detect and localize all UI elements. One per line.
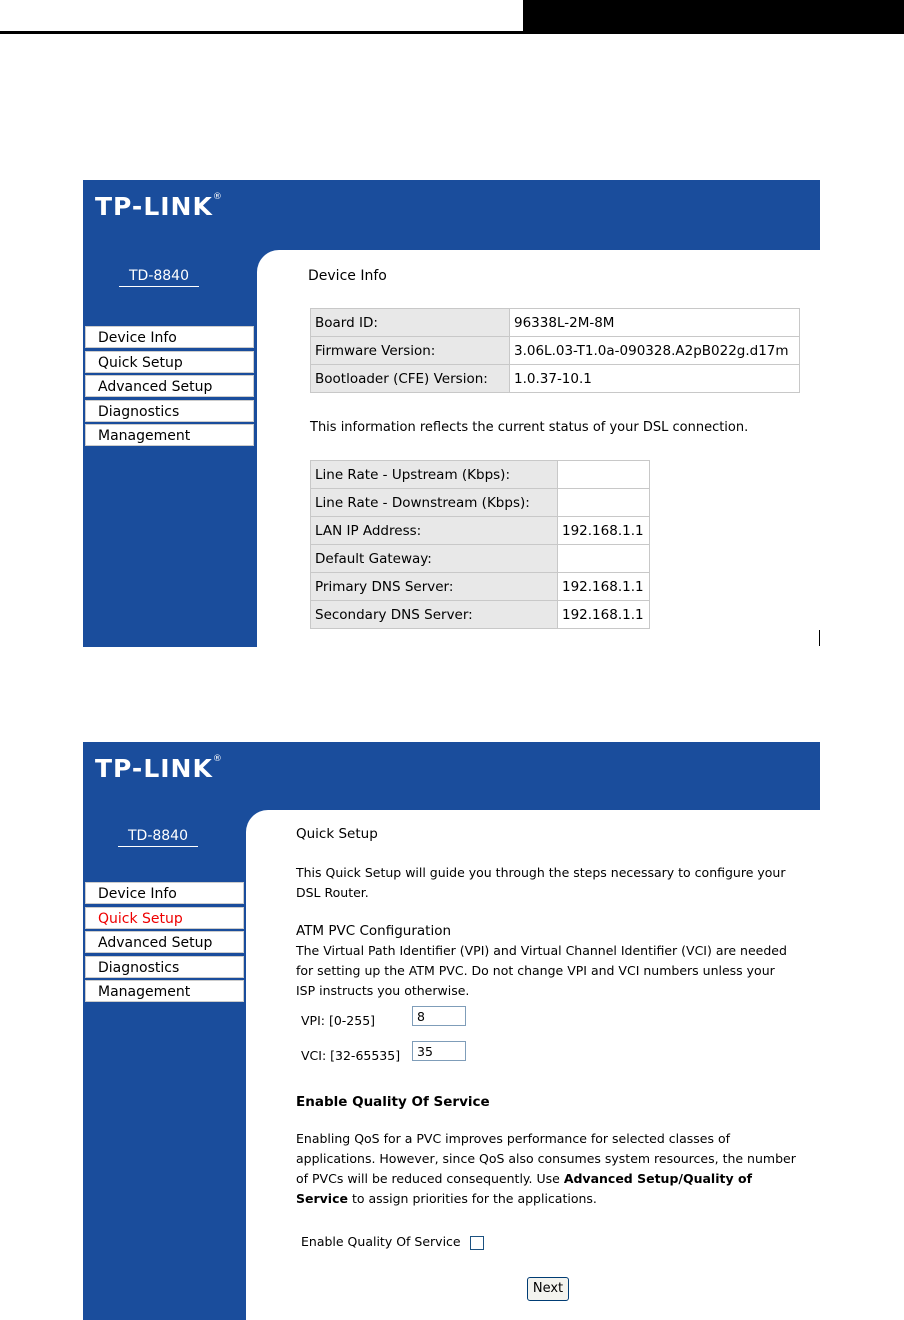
- lan-ip-value: 192.168.1.1: [558, 517, 650, 545]
- sidebar-menu: [85, 326, 254, 449]
- secondary-dns-label: Secondary DNS Server:: [311, 601, 558, 629]
- content-area: [257, 250, 820, 647]
- sidebar-item-quick-setup[interactable]: Quick Setup: [85, 351, 254, 373]
- board-info-table: [310, 308, 800, 393]
- sidebar-item-management[interactable]: Management: [85, 424, 254, 446]
- lan-ip-label: LAN IP Address:: [311, 517, 558, 545]
- sidebar-menu: [85, 882, 244, 1005]
- vci-label: VCI: [32-65535]: [301, 1048, 401, 1063]
- board-id-label: Board ID:: [311, 309, 510, 337]
- screenshot-device-info: [83, 180, 820, 647]
- vpi-label: VPI: [0-255]: [301, 1013, 376, 1028]
- secondary-dns-value: 192.168.1.1: [558, 601, 650, 629]
- primary-dns-label: Primary DNS Server:: [311, 573, 558, 601]
- screenshot-quick-setup: [83, 742, 820, 1320]
- table-row: [311, 489, 650, 517]
- sidebar: [83, 810, 246, 1320]
- sidebar-item-advanced-setup[interactable]: Advanced Setup: [85, 931, 244, 953]
- vci-input[interactable]: [412, 1041, 466, 1061]
- text-cursor: [819, 630, 820, 646]
- sidebar-item-quick-setup[interactable]: Quick Setup: [85, 907, 244, 929]
- header-bar: [83, 180, 820, 250]
- downstream-rate-value: [558, 489, 650, 517]
- upstream-rate-label: Line Rate - Upstream (Kbps):: [311, 461, 558, 489]
- qos-description: Enabling QoS for a PVC improves performance for selected classes of applications. However, since QoS also consumes system resources, the number of PVCs will be reduced consequently. Use Advanced Setup/Quality of Service to assign priorities for the applications.: [296, 1131, 796, 1206]
- tp-link-logo: TP-LINK®: [95, 754, 223, 783]
- sidebar-item-management[interactable]: Management: [85, 980, 244, 1002]
- table-row: [311, 461, 650, 489]
- firmware-version-label: Firmware Version:: [311, 337, 510, 365]
- table-row: [311, 309, 800, 337]
- table-row: [311, 601, 650, 629]
- downstream-rate-label: Line Rate - Downstream (Kbps):: [311, 489, 558, 517]
- sidebar-item-device-info[interactable]: Device Info: [85, 882, 244, 904]
- tp-link-logo: TP-LINK®: [95, 192, 223, 221]
- sidebar: [83, 250, 257, 647]
- table-row: [311, 337, 800, 365]
- table-row: [311, 517, 650, 545]
- vpi-input[interactable]: [412, 1006, 466, 1026]
- primary-dns-value: 192.168.1.1: [558, 573, 650, 601]
- atm-description: The Virtual Path Identifier (VPI) and Virtual Channel Identifier (VCI) are needed for setting up the ATM PVC. Do not change VPI and VCI numbers unless your ISP instructs you otherwise.: [296, 943, 787, 998]
- upstream-rate-value: [558, 461, 650, 489]
- page-title: Device Info: [308, 268, 387, 284]
- board-id-value: 96338L-2M-8M: [510, 309, 800, 337]
- content-area: [246, 810, 820, 1320]
- status-note: This information reflects the current status of your DSL connection.: [310, 420, 749, 435]
- sidebar-item-advanced-setup[interactable]: Advanced Setup: [85, 375, 254, 397]
- bootloader-version-value: 1.0.37-10.1: [510, 365, 800, 393]
- bootloader-version-label: Bootloader (CFE) Version:: [311, 365, 510, 393]
- table-row: [311, 365, 800, 393]
- table-row: [311, 573, 650, 601]
- intro-text: This Quick Setup will guide you through the steps necessary to configure your DSL Router.: [296, 865, 786, 900]
- sidebar-item-device-info[interactable]: Device Info: [85, 326, 254, 348]
- connection-status-table: [310, 460, 650, 629]
- default-gateway-value: [558, 545, 650, 573]
- qos-heading: Enable Quality Of Service: [296, 1094, 490, 1110]
- firmware-version-value: 3.06L.03-T1.0a-090328.A2pB022g.d17m: [510, 337, 800, 365]
- table-row: [311, 545, 650, 573]
- sidebar-item-diagnostics[interactable]: Diagnostics: [85, 956, 244, 978]
- model-label: TD-8840: [119, 268, 199, 287]
- default-gateway-label: Default Gateway:: [311, 545, 558, 573]
- page-title: Quick Setup: [296, 826, 378, 842]
- model-label: TD-8840: [118, 828, 198, 847]
- next-button[interactable]: Next: [527, 1277, 569, 1301]
- atm-heading: ATM PVC Configuration: [296, 923, 452, 939]
- qos-checkbox-label: Enable Quality Of Service: [301, 1234, 461, 1249]
- page-header-block: [523, 0, 904, 34]
- qos-checkbox[interactable]: [470, 1236, 484, 1250]
- sidebar-item-diagnostics[interactable]: Diagnostics: [85, 400, 254, 422]
- header-bar: [83, 742, 820, 810]
